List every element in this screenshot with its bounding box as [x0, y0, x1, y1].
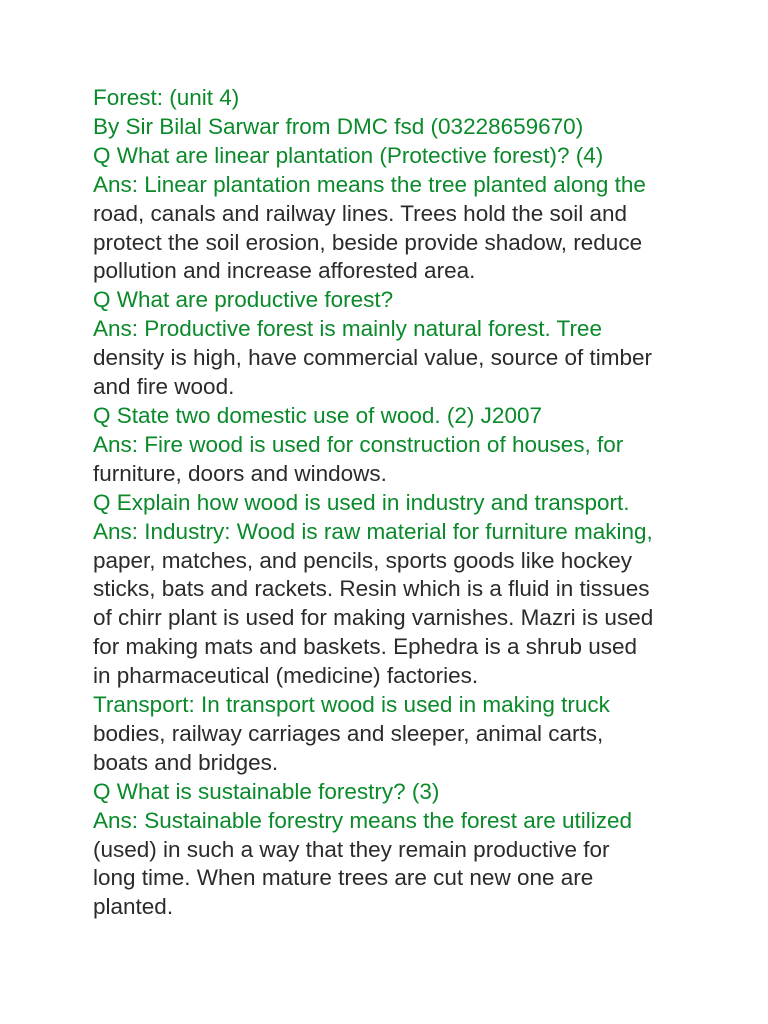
question-line: Q What is sustainable forestry? (3): [93, 778, 440, 804]
question-line: Q What are productive forest?: [93, 287, 394, 313]
text-line: (used) in such a way that they remain productive for: [93, 836, 610, 862]
text-line: for making mats and baskets. Ephedra is a shrub used: [93, 634, 638, 660]
text-line: pollution and increase afforested area.: [93, 258, 476, 284]
text-line: furniture, doors and windows.: [93, 460, 387, 486]
text-line: in pharmaceutical (medicine) factories.: [93, 663, 479, 689]
question-line: Q State two domestic use of wood. (2) J2007: [93, 402, 542, 428]
text-line: paper, matches, and pencils, sports goods like hockey: [93, 547, 633, 573]
answer-line: Ans: Productive forest is mainly natural forest. Tree: [93, 316, 602, 342]
text-line: long time. When mature trees are cut new one are: [93, 865, 594, 891]
document-title: Forest: (unit 4): [93, 85, 240, 110]
document-body: [93, 84, 763, 922]
answer-line: Ans: Fire wood is used for construction of houses, for: [93, 431, 624, 457]
question-line: Q Explain how wood is used in industry and transport.: [93, 489, 630, 515]
text-line: bodies, railway carriages and sleeper, animal carts,: [93, 720, 604, 746]
text-line: density is high, have commercial value, source of timber: [93, 345, 652, 371]
content-lines: [93, 142, 763, 922]
text-line: sticks, bats and rackets. Resin which is a fluid in tissues: [93, 576, 650, 602]
answer-line: Ans: Linear plantation means the tree planted along the: [93, 171, 646, 197]
text-line: of chirr plant is used for making varnishes. Mazri is used: [93, 605, 654, 631]
document-author: By Sir Bilal Sarwar from DMC fsd (03228659670): [93, 113, 584, 139]
text-line: and fire wood.: [93, 374, 235, 400]
text-line: Transport: In transport wood is used in making truck: [93, 692, 610, 718]
text-line: boats and bridges.: [93, 749, 279, 775]
text-line: road, canals and railway lines. Trees hold the soil and: [93, 200, 628, 226]
answer-line: Ans: Industry: Wood is raw material for furniture making,: [93, 518, 653, 544]
answer-line: Ans: Sustainable forestry means the forest are utilized: [93, 807, 633, 833]
text-line: protect the soil erosion, beside provide shadow, reduce: [93, 229, 643, 255]
question-line: Q What are linear plantation (Protective forest)? (4): [93, 142, 604, 168]
text-line: planted.: [93, 894, 174, 920]
